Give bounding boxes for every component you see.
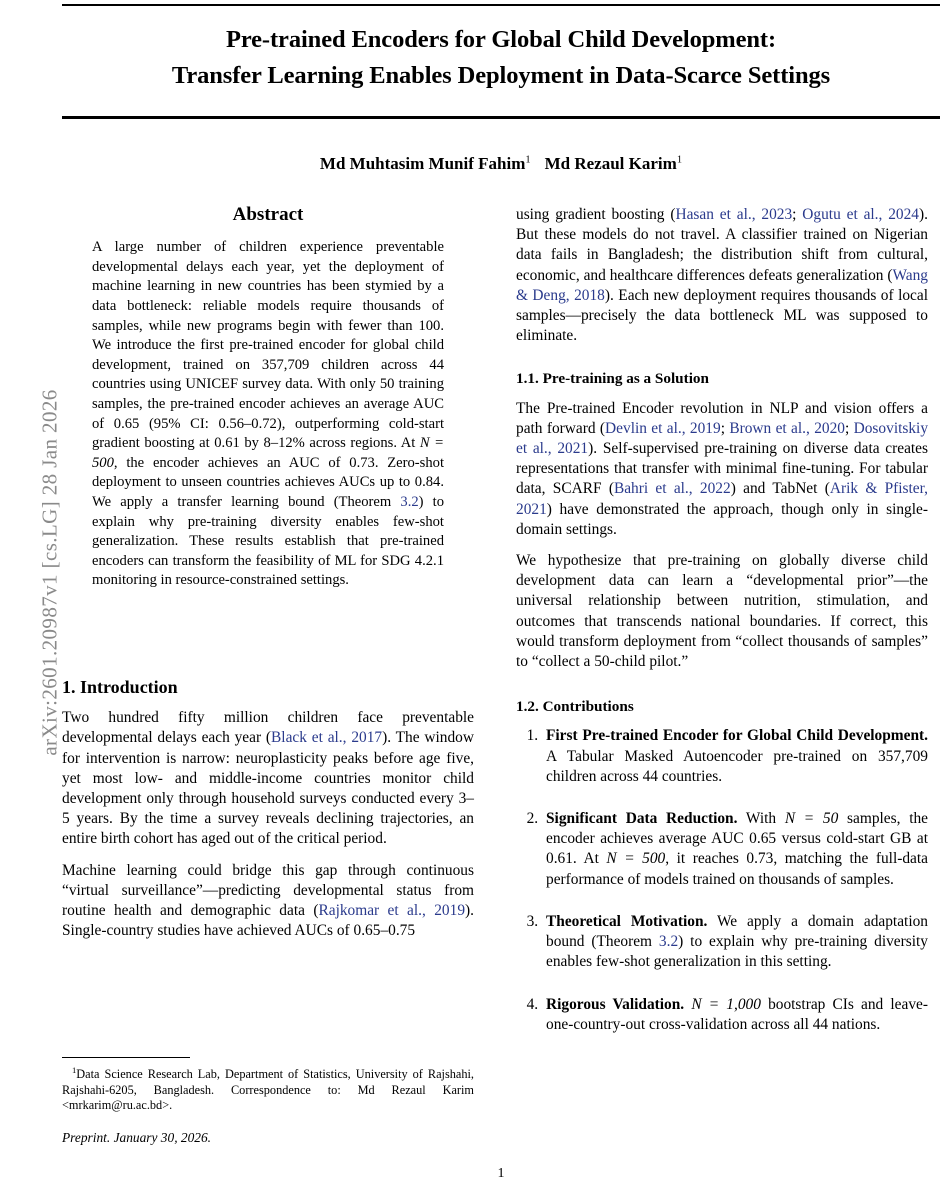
citation-brown-2020[interactable]: Brown et al., 2020 xyxy=(729,419,845,437)
cite-sep-1: ; xyxy=(720,419,730,437)
abstract-text-part-3: ) to explain why pre-training diversity enables few-shot generalization. These results establish that pre-trained encoders can transform the feasibility of ML for SDG 4.2.1 monitoring in resource-constrained settings. xyxy=(92,493,444,589)
contribution-1-title: First Pre-trained Encoder for Global Child Development. xyxy=(546,727,928,745)
author-name-1: Md Muhtasim Munif Fahim xyxy=(319,154,526,173)
intro-p2-text-a: Machine learning could bridge this gap through continuous “virtual surveillance”—predicting developmental status from routine health and demographic data ( xyxy=(62,861,474,919)
contribution-2-title: Significant Data Reduction. xyxy=(546,810,738,828)
contribution-3-text-b: ) to explain why pre-training diversity enables few-shot generalization in this setting. xyxy=(546,933,928,971)
paper-page xyxy=(62,0,940,1200)
citation-rajkomar-2019[interactable]: Rajkomar et al., 2019 xyxy=(318,901,466,919)
contribution-3-text-a: We apply a domain adaptation bound (Theorem xyxy=(546,912,928,951)
contribution-2-text-a: With xyxy=(737,810,785,828)
intro-paragraph-1 xyxy=(62,708,474,849)
abstract-section xyxy=(92,205,444,591)
intro-p1-text-a: Two hundred fifty million children face preventable developmental delays each year ( xyxy=(62,709,474,747)
right-column xyxy=(516,205,928,1035)
footnote-affiliation xyxy=(62,1063,474,1114)
contribution-2-text-b: samples, the encoder achieves average AUC 0.65 versus cold-start GB at 0.61. At xyxy=(546,810,928,868)
paper-title xyxy=(62,22,940,94)
abstract-body xyxy=(92,238,444,591)
title-line-1: Pre-trained Encoders for Global Child Development: xyxy=(225,26,777,53)
contribution-4-text-b: bootstrap CIs and leave-one-country-out cross-validation across all 44 nations. xyxy=(546,995,928,1033)
cont-text-c: ). But these models do not travel. A classifier trained on Nigerian data fails in Bangladesh; the distribution shift from cultural, economic, and healthcare differences defeats generalization ( xyxy=(516,206,928,284)
intro-p2-text-b: ). Single-country studies have achieved AUCs of 0.65–0.75 xyxy=(62,901,474,940)
abstract-text-part-1: A large number of children experience preventable developmental delays each year, yet the deployment of machine learning in new countries has been stymied by a data bottleneck: reliable models require thousands of samples, while new programs begin with fewer than 100. We introduce the first pre-trained encoder for global child development, trained on 357,709 children across 44 countries using UNICEF survey data. With only 50 training samples, the pre-trained encoder achieves an average AUC of 0.65 (95% CI: 0.56–0.72), outperforming cold-start gradient boosting at 0.61 by 8–12% across regions. At xyxy=(92,239,444,452)
pre-p1-text-a: The Pre-trained Encoder revolution in NLP and vision offers a path forward ( xyxy=(516,399,928,437)
citation-arik-pfister-2021[interactable]: Arik & Pfister, 2021 xyxy=(516,480,928,518)
citation-bahri-2022[interactable]: Bahri et al., 2022 xyxy=(613,480,731,498)
contribution-2-math-n500: N = 500 xyxy=(606,850,666,868)
section-heading-introduction: 1. Introduction xyxy=(62,676,178,697)
pre-p1-text-c: ) and TabNet ( xyxy=(730,480,830,498)
abstract-heading: Abstract xyxy=(232,204,304,225)
page-number: 1 xyxy=(497,1166,505,1181)
abstract-text-part-2: , the encoder achieves an AUC of 0.73. Zero-shot deployment to unseen countries achieves AUCs up to 0.84. We apply a transfer learning bound (Theorem xyxy=(92,454,444,510)
footnote-rule xyxy=(62,1057,190,1058)
author-name-2: Md Rezaul Karim xyxy=(544,154,677,173)
contribution-item-4 xyxy=(542,995,928,1035)
title-line-2: Transfer Learning Enables Deployment in Data-Scarce Settings xyxy=(171,62,831,89)
contribution-3-theorem-ref[interactable]: 3.2 xyxy=(658,933,679,951)
contribution-2-text-c: , it reaches 0.73, matching the full-data performance of models trained on thousands of samples. xyxy=(546,850,928,888)
footnote-mark: 1 xyxy=(72,1065,77,1076)
arxiv-stamp: arXiv:2601.20987v1 [cs.LG] 28 Jan 2026 xyxy=(37,389,62,756)
cont-text-b: ; xyxy=(792,206,803,223)
author-affiliation-mark-2: 1 xyxy=(676,154,683,166)
contribution-item-2 xyxy=(542,809,928,890)
contributions-list xyxy=(516,726,928,1034)
pretraining-paragraph-2: We hypothesize that pre-training on globally diverse child development data can learn a “developmental prior”—the universal relationship between nutrition, stimulation, and outcomes that transcends national boundaries. If correct, this would transform deployment from “collect thousands of samples” to “collect a 50-child pilot.” xyxy=(516,552,928,671)
abstract-theorem-ref[interactable]: 3.2 xyxy=(400,493,419,510)
abstract-math-n500: N = 500 xyxy=(92,435,444,471)
citation-ogutu-2024[interactable]: Ogutu et al., 2024 xyxy=(802,206,920,223)
left-column xyxy=(62,205,474,941)
cont-text-d: ). Each new deployment requires thousands of local samples—precisely the data bottleneck ML was supposed to eliminate. xyxy=(516,286,928,345)
intro-p1-text-b: ). The window for intervention is narrow: neuroplasticity peaks before age five, yet most low- and middle-income countries monitor child development only through household surveys conducted every 3–5 years. By the time a survey reveals declining trajectories, an entire birth cohort has aged out of the critical period. xyxy=(62,729,474,848)
subsection-heading-contributions: 1.2. Contributions xyxy=(516,698,634,716)
citation-dosovitskiy-2021[interactable]: Dosovitskiy et al., 2021 xyxy=(516,419,929,458)
contribution-3-title: Theoretical Motivation. xyxy=(546,912,708,930)
citation-devlin-2019[interactable]: Devlin et al., 2019 xyxy=(605,419,721,437)
contribution-item-1 xyxy=(542,726,928,787)
contribution-2-math-n50: N = 50 xyxy=(784,810,839,828)
author-list xyxy=(62,154,940,174)
intro-continuation-paragraph xyxy=(516,205,928,346)
citation-wang-deng-2018[interactable]: Wang & Deng, 2018 xyxy=(516,266,928,304)
intro-paragraph-2 xyxy=(62,861,474,942)
footnote-area xyxy=(62,1057,474,1146)
header-rule-top xyxy=(62,4,940,6)
cite-sep-2: ; xyxy=(844,419,854,437)
citation-black-2017[interactable]: Black et al., 2017 xyxy=(271,729,383,747)
preprint-notice: Preprint. January 30, 2026. xyxy=(62,1130,212,1146)
header-rule-bottom xyxy=(62,116,940,119)
author-affiliation-mark-1: 1 xyxy=(525,154,531,166)
citation-hasan-2023[interactable]: Hasan et al., 2023 xyxy=(675,206,793,223)
pre-p1-text-d: ) have demonstrated the approach, though only in single-domain settings. xyxy=(516,500,928,538)
contribution-4-title: Rigorous Validation. xyxy=(546,995,685,1013)
contribution-4-math-n1000: N = 1,000 xyxy=(691,995,761,1013)
contribution-1-text: A Tabular Masked Autoencoder pre-trained on 357,709 children across 44 countries. xyxy=(546,747,928,785)
subsection-heading-pretraining: 1.1. Pre-training as a Solution xyxy=(516,370,709,388)
contribution-item-3 xyxy=(542,912,928,973)
cont-text-a: using gradient boosting ( xyxy=(516,206,676,223)
pre-p1-text-b: ). Self-supervised pre-training on diverse data creates representations that transfer with minimal fine-tuning. For tabular data, SCARF ( xyxy=(516,440,928,498)
pretraining-paragraph-1 xyxy=(516,399,928,540)
footnote-body-text: Data Science Research Lab, Department of Statistics, University of Rajshahi, Rajshahi-6205, Bangladesh. Correspondence to: Md Rezaul Karim <mrkarim@ru.ac.bd>. xyxy=(62,1067,474,1113)
